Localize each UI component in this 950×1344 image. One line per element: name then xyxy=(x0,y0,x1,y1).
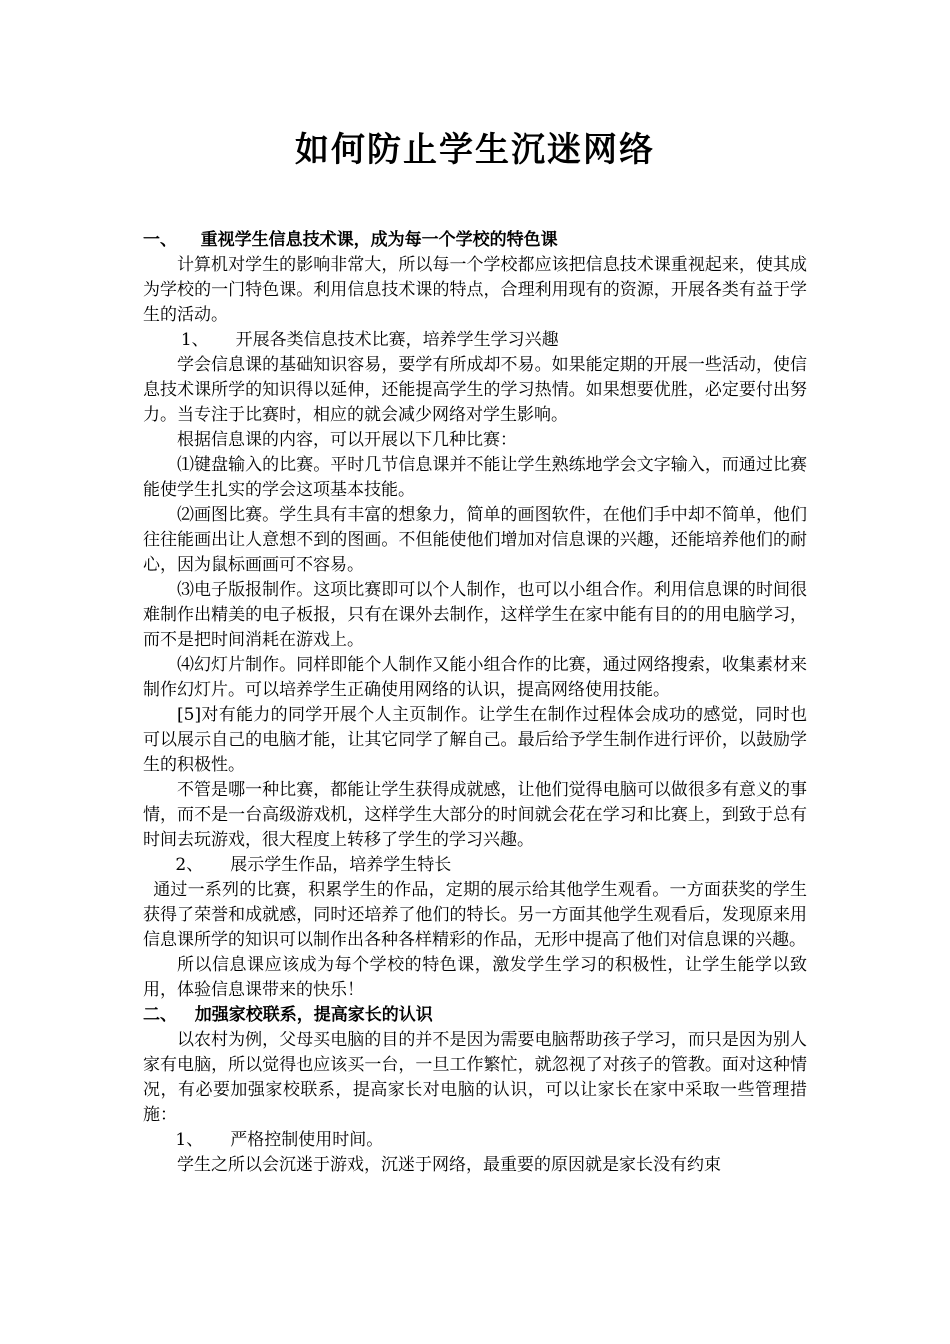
paragraph: 通过一系列的比赛，积累学生的作品，定期的展示给其他学生观看。一方面获奖的学生获得了荣誉和成就感，同时还培养了他们的特长。另一方面其他学生观看后，发现原来用信息课所学的知识可以制作出各种各样精彩的作品，无形中提高了他们对信息课的兴趣。 xyxy=(143,880,807,950)
list-item-paragraph: ⑴键盘输入的比赛。平时几节信息课并不能让学生熟练地学会文字输入，而通过比赛能使学生扎实的学会这项基本技能。 xyxy=(143,455,807,500)
paragraph: 所以信息课应该成为每个学校的特色课，激发学生学习的积极性，让学生能学以致用，体验信息课带来的快乐！ xyxy=(143,955,807,1000)
list-item-paragraph: ⑶电子版报制作。这项比赛即可以个人制作，也可以小组合作。利用信息课的时间很难制作出精美的电子板报，只有在课外去制作，这样学生在家中能有目的的用电脑学习，而不是把时间消耗在游戏上。 xyxy=(143,580,807,650)
subsection-heading: 1、 严格控制使用时间。 xyxy=(143,1130,384,1150)
section-heading-1: 一、 重视学生信息技术课，成为每一个学校的特色课 xyxy=(143,230,558,250)
subsection-heading: 2、 展示学生作品，培养学生特长 xyxy=(143,855,452,875)
paragraph: 根据信息课的内容，可以开展以下几种比赛： xyxy=(177,430,517,450)
subsection-heading: 1、 开展各类信息技术比赛，培养学生学习兴趣 xyxy=(143,330,559,350)
paragraph: 不管是哪一种比赛，都能让学生获得成就感，让他们觉得电脑可以做很多有意义的事情，而不是一台高级游戏机，这样学生大部分的时间就会花在学习和比赛上，到致于总有时间去玩游戏，很大程度上转移了学生的学习兴趣。 xyxy=(143,780,807,850)
paragraph: 学会信息课的基础知识容易，要学有所成却不易。如果能定期的开展一些活动，使信息技术课所学的知识得以延伸，还能提高学生的学习热情。如果想要优胜，必定要付出努力。当专注于比赛时，相应的就会减少网络对学生影响。 xyxy=(143,355,807,425)
section-heading-2: 二、 加强家校联系，提高家长的认识 xyxy=(143,1005,433,1025)
list-item-paragraph: ⑵画图比赛。学生具有丰富的想象力，简单的画图软件，在他们手中却不简单，他们往往能画出让人意想不到的图画。不但能使他们增加对信息课的兴趣，还能培养他们的耐心，因为鼠标画画可不容易。 xyxy=(143,505,807,575)
paragraph: 学生之所以会沉迷于游戏，沉迷于网络，最重要的原因就是家长没有约束 xyxy=(177,1155,721,1175)
paragraph: 计算机对学生的影响非常大，所以每一个学校都应该把信息技术课重视起来，使其成为学校的一门特色课。利用信息技术课的特点，合理利用现有的资源，开展各类有益于学生的活动。 xyxy=(143,255,807,325)
list-item-paragraph: [5]对有能力的同学开展个人主页制作。让学生在制作过程体会成功的感觉，同时也可以展示自己的电脑才能，让其它同学了解自己。最后给予学生制作进行评价，以鼓励学生的积极性。 xyxy=(143,705,807,775)
list-item-paragraph: ⑷幻灯片制作。同样即能个人制作又能小组合作的比赛，通过网络搜索，收集素材来制作幻灯片。可以培养学生正确使用网络的认识，提高网络使用技能。 xyxy=(143,655,807,700)
paragraph: 以农村为例，父母买电脑的目的并不是因为需要电脑帮助孩子学习，而只是因为别人家有电脑，所以觉得也应该买一台，一旦工作繁忙，就忽视了对孩子的管教。面对这种情况，有必要加强家校联系，提高家长对电脑的认识，可以让家长在家中采取一些管理措施： xyxy=(143,1030,807,1125)
document-body xyxy=(143,228,807,1178)
document-title: 如何防止学生沉迷网络 xyxy=(295,130,655,170)
